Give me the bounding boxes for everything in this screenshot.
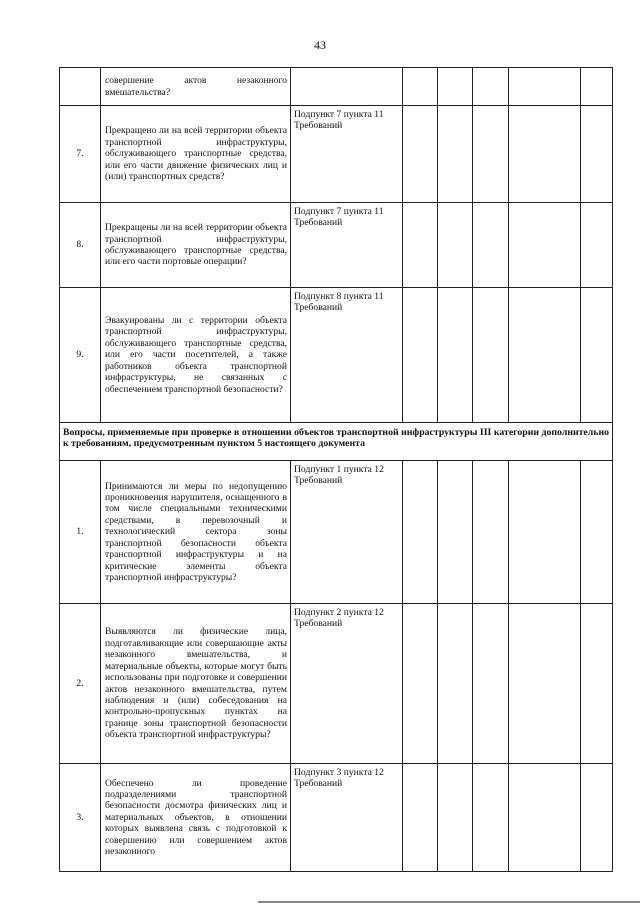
comment-cell xyxy=(509,764,581,872)
row-number: 3. xyxy=(60,764,101,872)
row-number xyxy=(60,68,101,106)
answer-cell-no xyxy=(438,68,473,106)
row-number: 7. xyxy=(60,106,101,203)
row-number: 9. xyxy=(60,288,101,423)
comment-cell xyxy=(509,604,581,764)
row-number: 1. xyxy=(60,461,101,604)
question-cell: Прекращены ли на всей территории объекта транспортной инфраструктуры, обслуживающего транспортные средства, или его части портовые операции? xyxy=(101,203,291,288)
reference-cell xyxy=(291,68,403,106)
reference-cell: Подпункт 1 пункта 12 Требований xyxy=(291,461,403,604)
extra-cell xyxy=(581,68,613,106)
answer-cell-na xyxy=(473,68,509,106)
answer-cell-yes xyxy=(403,106,438,203)
reference-cell: Подпункт 7 пункта 11 Требований xyxy=(291,106,403,203)
question-cell: совершение актов незаконного вмешательства? xyxy=(101,68,291,106)
question-cell: Эвакуированы ли с территории объекта транспортной инфраструктуры, обслуживающего транспортные средства, или его части посетителей, а также работников объекта транспортной инфраструктуры, не связанных с обеспечением транспортной безопасности? xyxy=(101,288,291,423)
table-row xyxy=(60,203,613,288)
comment-cell xyxy=(509,203,581,288)
table-row xyxy=(60,106,613,203)
table-row xyxy=(60,604,613,764)
scan-edge-line xyxy=(258,901,640,903)
extra-cell xyxy=(581,764,613,872)
section-heading: Вопросы, применяемые при проверке в отношении объектов транспортной инфраструктуры III категории дополнительно к требованиям, предусмотренным пунктом 5 настоящего документа xyxy=(60,423,613,461)
checklist-table xyxy=(59,67,613,872)
question-cell: Обеспечено ли проведение подразделениями транспортной безопасности досмотра физических лиц и материальных объектов, в отношении которых выявлена связь с подготовкой к совершению или совершением актов незаконного xyxy=(101,764,291,872)
section-heading-row xyxy=(60,423,613,461)
answer-cell-no xyxy=(438,461,473,604)
table-row xyxy=(60,68,613,106)
table-row xyxy=(60,764,613,872)
answer-cell-yes xyxy=(403,764,438,872)
comment-cell xyxy=(509,461,581,604)
comment-cell xyxy=(509,106,581,203)
question-cell: Принимаются ли меры по недопущению проникновения нарушителя, оснащенного в том числе специальными техническими средствами, в перевозочный и технологический сектора зоны транспортной безопасности объекта транспортной инфраструктуры и на критические элементы объекта транспортной инфраструктуры? xyxy=(101,461,291,604)
answer-cell-yes xyxy=(403,68,438,106)
extra-cell xyxy=(581,604,613,764)
comment-cell xyxy=(509,68,581,106)
answer-cell-yes xyxy=(403,461,438,604)
answer-cell-na xyxy=(473,604,509,764)
extra-cell xyxy=(581,288,613,423)
reference-cell: Подпункт 2 пункта 12 Требований xyxy=(291,604,403,764)
reference-cell: Подпункт 3 пункта 12 Требований xyxy=(291,764,403,872)
answer-cell-no xyxy=(438,106,473,203)
answer-cell-yes xyxy=(403,604,438,764)
table-row xyxy=(60,288,613,423)
answer-cell-no xyxy=(438,203,473,288)
page-number: 43 xyxy=(314,38,326,52)
table-row xyxy=(60,461,613,604)
row-number: 2. xyxy=(60,604,101,764)
reference-cell: Подпункт 7 пункта 11 Требований xyxy=(291,203,403,288)
answer-cell-na xyxy=(473,203,509,288)
answer-cell-yes xyxy=(403,288,438,423)
answer-cell-no xyxy=(438,604,473,764)
question-cell: Прекращено ли на всей территории объекта транспортной инфраструктуры, обслуживающего транспортные средства, или его части движение физических лиц и (или) транспортных средств? xyxy=(101,106,291,203)
answer-cell-no xyxy=(438,288,473,423)
answer-cell-na xyxy=(473,106,509,203)
extra-cell xyxy=(581,461,613,604)
answer-cell-na xyxy=(473,764,509,872)
extra-cell xyxy=(581,106,613,203)
question-cell: Выявляются ли физические лица, подготавливающие или совершающие акты незаконного вмешательства, и материальные объекты, которые могут быть использованы при подготовке и совершении актов незаконного вмешательства, путем наблюдения и (или) собеседования на контрольно-пропускных пунктах на границе зоны транспортной безопасности объекта транспортной инфраструктуры? xyxy=(101,604,291,764)
reference-cell: Подпункт 8 пункта 11 Требований xyxy=(291,288,403,423)
row-number: 8. xyxy=(60,203,101,288)
answer-cell-yes xyxy=(403,203,438,288)
answer-cell-na xyxy=(473,288,509,423)
extra-cell xyxy=(581,203,613,288)
answer-cell-no xyxy=(438,764,473,872)
answer-cell-na xyxy=(473,461,509,604)
comment-cell xyxy=(509,288,581,423)
